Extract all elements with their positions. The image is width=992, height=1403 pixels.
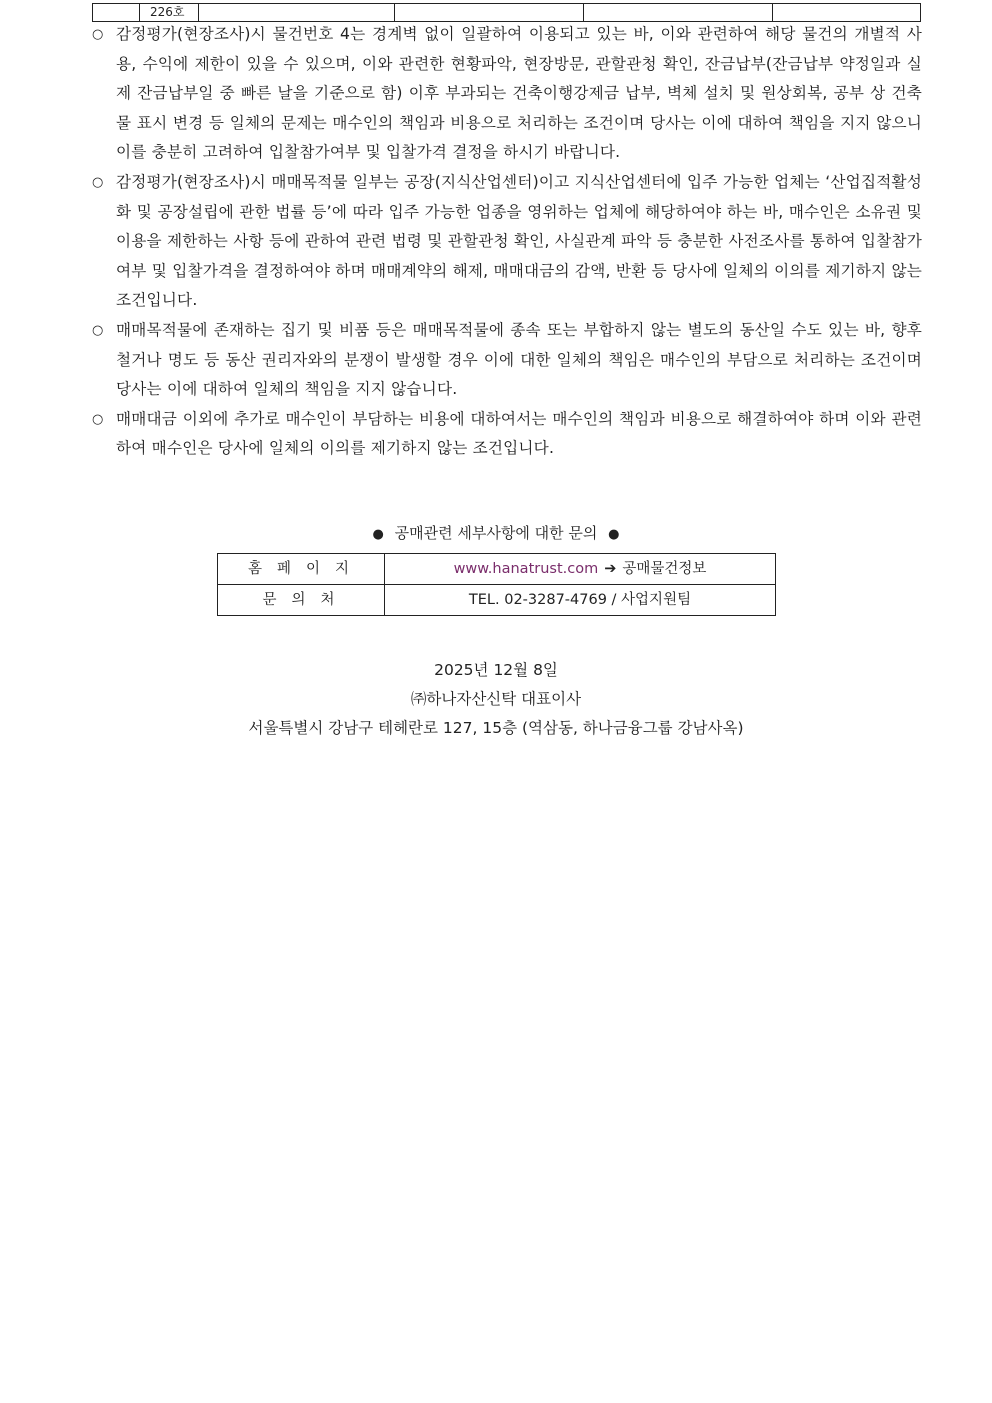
- inquiry-heading: [0, 518, 992, 550]
- circle-bullet-icon: ○: [92, 27, 104, 42]
- company-signature: ㈜하나자산신탁 대표이사: [410, 690, 582, 708]
- arrow-right-icon: ➔: [604, 561, 617, 577]
- table-row: [218, 554, 776, 585]
- notice-item: [92, 316, 922, 405]
- contact-label: 문의처: [218, 585, 385, 616]
- notice-list: [92, 20, 922, 464]
- table-cell: [199, 4, 395, 22]
- homepage-label: 홈페이지: [218, 554, 385, 585]
- company-address: 서울특별시 강남구 테헤란로 127, 15층 (역삼동, 하나금융그룹 강남사옥): [248, 719, 744, 737]
- table-row: [93, 4, 921, 22]
- document-footer: [0, 656, 992, 743]
- inquiry-title: 공매관련 세부사항에 대한 문의: [394, 524, 598, 542]
- homepage-cell: [385, 554, 776, 585]
- circle-bullet-icon: ○: [92, 411, 104, 427]
- homepage-section: 공매물건정보: [622, 561, 707, 577]
- unit-number-cell: 226호: [140, 4, 199, 22]
- table-cell: [395, 4, 584, 22]
- notice-text: 매매대금 이외에 추가로 매수인이 부담하는 비용에 대하여서는 매수인의 책임과 비용으로 해결하여야 하며 이와 관련하여 매수인은 당사에 일체의 이의를 제기하지 않는 조건입니다.: [116, 409, 922, 458]
- issue-date: 2025년 12월 8일: [434, 661, 558, 679]
- circle-bullet-icon: ○: [92, 322, 104, 338]
- table-row: [218, 585, 776, 616]
- notice-text: 매매목적물에 존재하는 집기 및 비품 등은 매매목적물에 종속 또는 부합하지 않는 별도의 동산일 수도 있는 바, 향후 철거나 명도 등 동산 권리자와의 분쟁이 발생할 경우 이에 대한 일체의 책임은 매수인의 부담으로 처리하는 조건이며 당사는 이에 대하여 일체의 책임을 지지 않습니다.: [116, 320, 922, 399]
- bullet-dot-icon: ●: [372, 527, 384, 542]
- inquiry-table: [217, 553, 776, 616]
- notice-text: 감정평가(현장조사)시 물건번호 4는 경계벽 없이 일괄하여 이용되고 있는 바, 이와 관련하여 해당 물건의 개별적 사용, 수익에 제한이 있을 수 있으며, 이와 관련한 현황파악, 현장방문, 관할관청 확인, 잔금납부(잔금납부 약정일과 실제 잔금납부일 중 빠른 날을 기준으로 함) 이후 부과되는 건축이행강제금 납부, 벽체 설치 및 원상회복, 공부 상 건축물 표시 변경 등 일체의 문제는 매수인의 책임과 비용으로 처리하는 조건이며 당사는 이에 대하여 책임을 지지 않으니 이를 충분히 고려하여 입찰참가여부 및 입찰가격 결정을 하시기 바랍니다.: [116, 25, 922, 162]
- table-cell: [773, 4, 921, 22]
- notice-text: 감정평가(현장조사)시 매매목적물 일부는 공장(지식산업센터)이고 지식산업센터에 입주 가능한 업체는 ‘산업집적활성화 및 공장설립에 관한 법률 등’에 따라 입주 가능한 업종을 영위하는 업체에 해당하여야 하는 바, 매수인은 소유권 및 이용을 제한하는 사항 등에 관하여 관련 법령 및 관할관청 확인, 사실관계 파악 등 충분한 사전조사를 통하여 입찰참가여부 및 입찰가격을 결정하여야 하며 매매계약의 해제, 매매대금의 감액, 반환 등 당사에 일체의 이의를 제기하지 않는 조건입니다.: [116, 172, 922, 310]
- homepage-link[interactable]: www.hanatrust.com: [453, 561, 599, 577]
- notice-item: [92, 20, 922, 168]
- table-cell: [584, 4, 773, 22]
- table-cell: [93, 4, 140, 22]
- circle-bullet-icon: ○: [92, 174, 104, 190]
- bullet-dot-icon: ●: [608, 527, 620, 542]
- notice-item: [92, 405, 922, 464]
- contact-value: TEL. 02-3287-4769 / 사업지원팀: [385, 585, 776, 616]
- notice-item: [92, 168, 922, 316]
